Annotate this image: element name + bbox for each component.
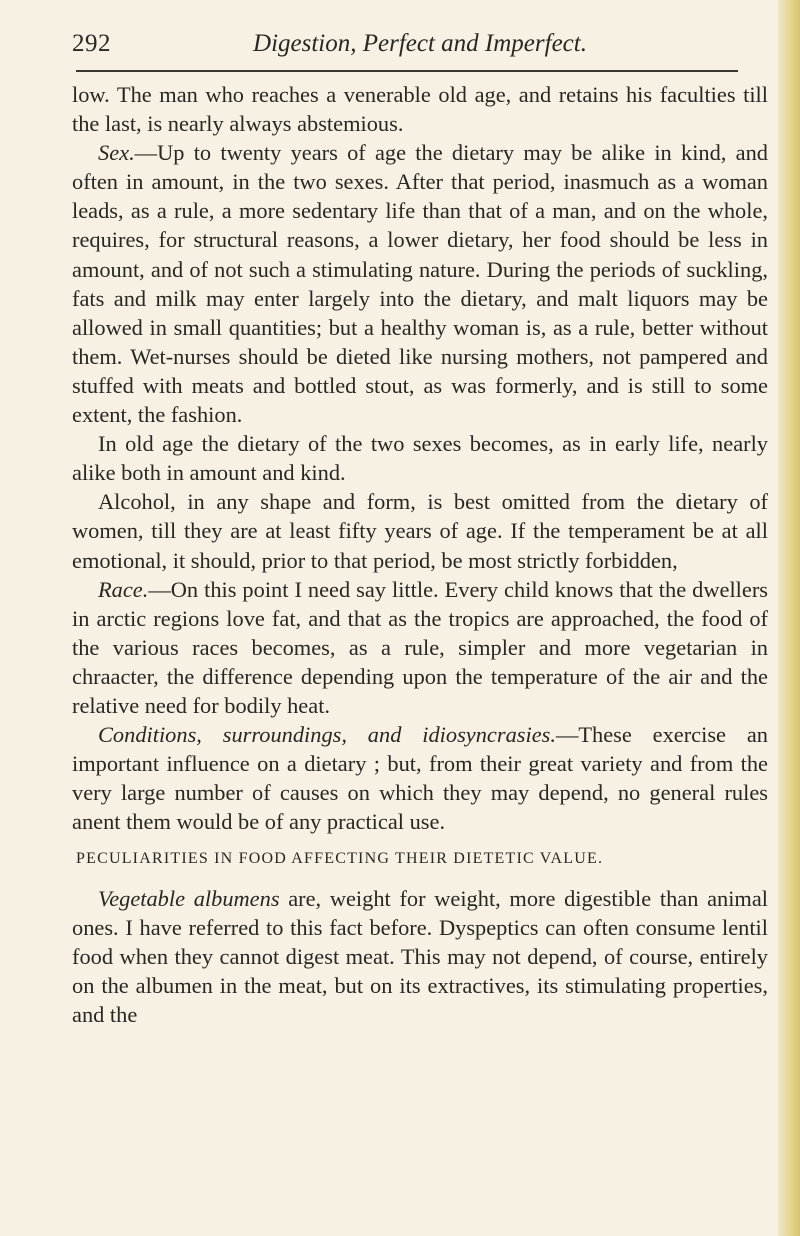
paragraph-lead: Race. bbox=[98, 576, 149, 602]
paragraph bbox=[72, 138, 768, 429]
paragraph-text: —These exercise an important influence on a dietary ; but, from their great variety and from the very large number of causes on which they may depend, no general rules anent them would be of any practical use. bbox=[72, 722, 768, 835]
paragraph bbox=[72, 429, 768, 487]
running-title: Digestion, Perfect and Imperfect. bbox=[253, 30, 587, 57]
paragraph-text: In old age the dietary of the two sexes becomes, as in early life, nearly alike both in amount and kind. bbox=[72, 431, 768, 486]
page-edge bbox=[778, 0, 800, 1236]
section-heading: PECULIARITIES IN FOOD AFFECTING THEIR DIETETIC VALUE. bbox=[76, 850, 604, 868]
paragraph bbox=[72, 575, 768, 720]
body-text bbox=[72, 80, 768, 1029]
paragraph-lead: Sex. bbox=[98, 140, 135, 166]
book-page bbox=[72, 22, 768, 1029]
paragraph-text: —Up to twenty years of age the dietary may be alike in kind, and often in amount, in the two sexes. After that period, inasmuch as a woman leads, as a rule, a more sedentary life than that of a man, and on the whole, requires, for structural reasons, a lower dietary, her food should be less in amount, and of not such a stimulating nature. During the periods of suckling, fats and milk may enter largely into the dietary, and malt liquors may be allowed in small quantities; but a healthy woman is, as a rule, better without them. Wet-nurses should be dieted like nursing mothers, not pampered and stuffed with meats and bottled stout, as was formerly, and is still to some extent, the fashion. bbox=[72, 140, 768, 428]
paragraph-text: Alcohol, in any shape and form, is best omitted from the dietary of women, till they are at least fifty years of age. If the temperament be at all emotional, it should, prior to that period, be most strictly forbidden, bbox=[72, 489, 768, 573]
paragraph-text: —On this point I need say little. Every child knows that the dwellers in arctic regions love fat, and that as the tropics are approached, the food of the various races becomes, as a rule, simpler and more vegetarian in chraacter, the difference depending upon the temperature of the air and the relative need for bodily heat. bbox=[72, 576, 768, 718]
paragraph-lead: Conditions, surroundings, and idiosyncrasies. bbox=[98, 722, 556, 748]
running-head bbox=[72, 22, 768, 66]
paragraph-text: are, weight for weight, more digestible than animal ones. I have referred to this fact before. Dyspeptics can often consume lentil food when they cannot digest meat. This may not depend, of course, entirely on the albumen in the meat, but on its extractives, its stimulating properties, and the bbox=[72, 885, 768, 1027]
paragraph bbox=[72, 720, 768, 836]
page-number: 292 bbox=[72, 30, 111, 57]
paragraph bbox=[72, 487, 768, 574]
paragraph bbox=[72, 884, 768, 1029]
header-rule bbox=[76, 70, 738, 72]
paragraph-text: low. The man who reaches a venerable old age, and retains his faculties till the last, is nearly always abstemious. bbox=[72, 82, 768, 137]
paragraph bbox=[72, 80, 768, 138]
paragraph-lead: Vegetable albumens bbox=[98, 885, 280, 911]
